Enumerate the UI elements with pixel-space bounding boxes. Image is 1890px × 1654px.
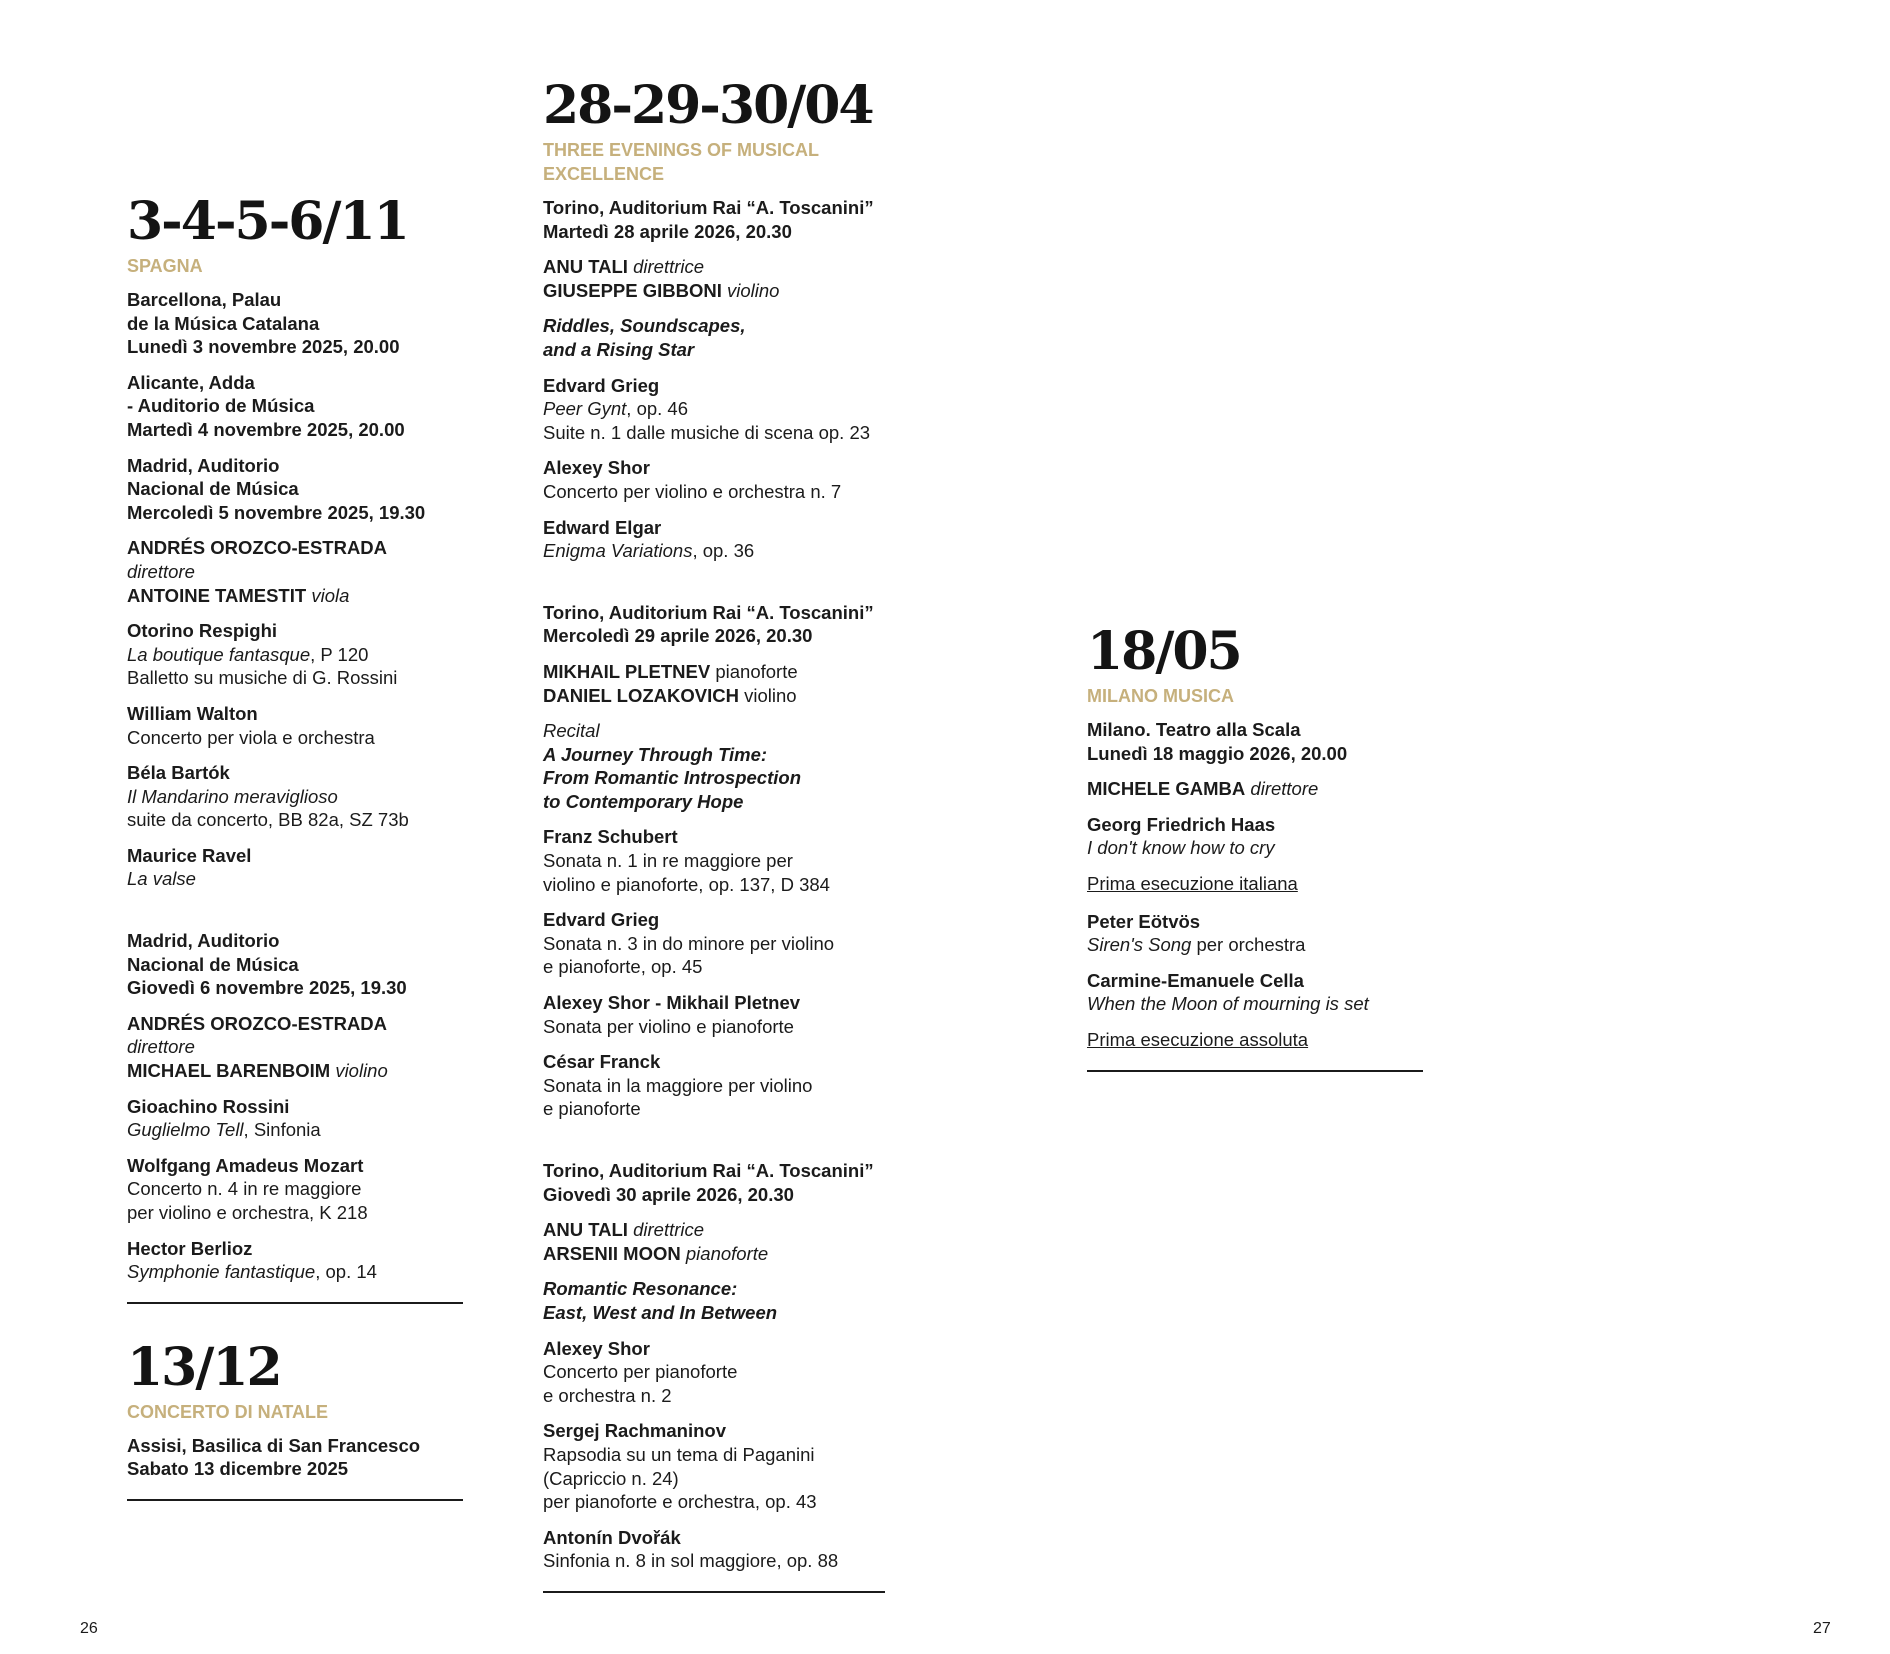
venue-block: Assisi, Basilica di San Francesco Sabato 13 dicembre 2025 — [127, 1434, 421, 1480]
performers-block — [127, 1012, 463, 1083]
work-item: Otorino Respighi La boutique fantasque, P 120 Balletto su musiche di G. Rossini — [127, 619, 463, 690]
composer: Peter Eötvös — [1087, 910, 1201, 932]
work-title: Peer Gynt — [543, 398, 627, 420]
work-item: Peter Eötvös Siren's Song per orchestra — [1087, 910, 1423, 957]
composer: Hector Berlioz — [127, 1237, 253, 1259]
performer-role: viola — [311, 584, 350, 606]
venue-block: Madrid, Auditorio Nacional de Música Mercoledì 5 novembre 2025, 19.30 — [127, 454, 426, 523]
performer-name: ARSENII MOON — [543, 1242, 681, 1264]
performer-role: violino — [727, 279, 780, 301]
performer-role: violino — [335, 1060, 388, 1082]
work-item: Alexey Shor Concerto per pianoforte e orchestra n. 2 — [543, 1337, 885, 1408]
event-label: THREE EVENINGS OF MUSICAL EXCELLENCE — [543, 140, 820, 184]
composer: Maurice Ravel — [127, 844, 252, 866]
composer: Antonín Dvořák — [543, 1526, 681, 1548]
work-item: Sergej Rachmaninov Rapsodia su un tema di Paganini (Capriccio n. 24) per pianoforte e orchestra, op. 43 — [543, 1419, 885, 1513]
work-item: Béla Bartók Il Mandarino meraviglioso suite da concerto, BB 82a, SZ 73b — [127, 761, 463, 832]
event-label: MILANO MUSICA — [1087, 686, 1234, 706]
column-torino — [543, 75, 885, 1593]
composer: Otorino Respighi — [127, 620, 278, 642]
performer-name: ANU TALI — [543, 1219, 628, 1241]
composer: Wolfgang Amadeus Mozart — [127, 1154, 364, 1176]
composer: Edward Elgar — [543, 516, 662, 538]
divider — [127, 1499, 463, 1501]
performer-name: GIUSEPPE GIBBONI — [543, 279, 722, 301]
performers-block — [543, 1218, 885, 1265]
composer: Franz Schubert — [543, 826, 678, 848]
column-spagna — [127, 191, 463, 1501]
work-item: Edward Elgar Enigma Variations, op. 36 — [543, 516, 885, 563]
performer-name: ANTOINE TAMESTIT — [127, 584, 307, 606]
composer: Edvard Grieg — [543, 374, 660, 396]
composer: Béla Bartók — [127, 762, 230, 784]
work-title: Siren's Song — [1087, 934, 1192, 956]
performer-role: violino — [744, 684, 797, 706]
work-item: Edvard Grieg Sonata n. 3 in do minore per violino e pianoforte, op. 45 — [543, 908, 885, 979]
work-item: Antonín Dvořák Sinfonia n. 8 in sol maggiore, op. 88 — [543, 1526, 885, 1573]
event-date: 28-29-30/04 — [543, 75, 873, 136]
composer: Sergej Rachmaninov — [543, 1420, 727, 1442]
event-date: 13/12 — [127, 1336, 281, 1398]
performer-name: ANDRÉS OROZCO-ESTRADA — [127, 537, 388, 559]
programme-title: Recital A Journey Through Time: From Romantic Introspection to Contemporary Hope — [543, 720, 801, 812]
work-item: Wolfgang Amadeus Mozart Concerto n. 4 in re maggiore per violino e orchestra, K 218 — [127, 1154, 463, 1225]
column-milano — [1087, 621, 1423, 1072]
composer: William Walton — [127, 702, 258, 724]
performer-role: pianoforte — [715, 660, 798, 682]
work-item: Hector Berlioz Symphonie fantastique, op. 14 — [127, 1237, 463, 1284]
work-item — [127, 844, 463, 891]
work-title: When the Moon of mourning is set — [1087, 993, 1369, 1015]
work-title: I don't know how to cry — [1087, 837, 1275, 859]
work-item: Gioachino Rossini Guglielmo Tell, Sinfonia — [127, 1095, 463, 1142]
performer-role: direttore — [127, 1036, 195, 1058]
venue-block: Torino, Auditorium Rai “A. Toscanini” Giovedì 30 aprile 2026, 20.30 — [543, 1160, 874, 1205]
work-title: Enigma Variations — [543, 540, 693, 562]
work-item: Alexey Shor - Mikhail Pletnev Sonata per violino e pianoforte — [543, 991, 885, 1038]
venue-block: Alicante, Adda - Auditorio de Música Martedì 4 novembre 2025, 20.00 — [127, 371, 405, 440]
venue-block: Madrid, Auditorio Nacional de Música Giovedì 6 novembre 2025, 19.30 — [127, 930, 407, 999]
composer: Alexey Shor — [543, 1337, 650, 1359]
performer-name: MICHELE GAMBA — [1087, 778, 1246, 800]
composer: Alexey Shor - Mikhail Pletnev — [543, 992, 801, 1014]
premiere-note: Prima esecuzione italiana — [1087, 872, 1298, 894]
performers-block — [543, 255, 885, 302]
event-date: 18/05 — [1087, 621, 1241, 682]
work-item — [1087, 969, 1423, 1016]
work-item: William Walton Concerto per viola e orchestra — [127, 702, 463, 749]
work-title: La valse — [127, 868, 196, 890]
performer-name: ANU TALI — [543, 256, 628, 278]
venue-block: Torino, Auditorium Rai “A. Toscanini” Martedì 28 aprile 2026, 20.30 — [543, 197, 874, 242]
work-item — [1087, 813, 1423, 860]
work-title: Guglielmo Tell — [127, 1119, 244, 1141]
composer: César Franck — [543, 1051, 661, 1073]
performer-name: DANIEL LOZAKOVICH — [543, 684, 739, 706]
composer: Gioachino Rossini — [127, 1095, 290, 1117]
programme-title: Romantic Resonance: East, West and In Between — [543, 1278, 778, 1323]
composer: Georg Friedrich Haas — [1087, 813, 1276, 835]
composer: Carmine-Emanuele Cella — [1087, 969, 1304, 991]
event-label: CONCERTO DI NATALE — [127, 1401, 328, 1422]
page-number-left: 26 — [80, 1620, 98, 1637]
performer-role: pianoforte — [685, 1242, 769, 1264]
divider — [543, 1591, 885, 1593]
performers-block — [543, 660, 885, 707]
performer-name: MICHAEL BARENBOIM — [127, 1060, 331, 1082]
work-title: Symphonie fantastique — [127, 1261, 316, 1283]
venue-block: Milano. Teatro alla Scala Lunedì 18 maggio 2026, 20.00 — [1087, 719, 1348, 764]
performer-name: MIKHAIL PLETNEV — [543, 660, 711, 682]
premiere-note: Prima esecuzione assoluta — [1087, 1028, 1309, 1050]
performer-role: direttore — [1250, 778, 1319, 800]
venue-block: Torino, Auditorium Rai “A. Toscanini” Mercoledì 29 aprile 2026, 20.30 — [543, 601, 874, 647]
event-date: 3-4-5-6/11 — [127, 191, 408, 252]
divider — [1087, 1070, 1423, 1072]
event-label: SPAGNA — [127, 256, 203, 276]
work-item: Franz Schubert Sonata n. 1 in re maggiore per violino e pianoforte, op. 137, D 384 — [543, 825, 885, 896]
work-item: César Franck Sonata in la maggiore per violino e pianoforte — [543, 1050, 885, 1121]
work-title: Il Mandarino meraviglioso — [127, 785, 338, 807]
work-title: La boutique fantasque — [127, 643, 311, 665]
composer: Edvard Grieg — [543, 909, 660, 931]
performer-role: direttrice — [633, 256, 705, 278]
page-number-right: 27 — [1813, 1620, 1831, 1637]
divider — [127, 1302, 463, 1304]
performer-name: ANDRÉS OROZCO-ESTRADA — [127, 1012, 388, 1034]
venue-block: Barcellona, Palau de la Música Catalana Lunedì 3 novembre 2025, 20.00 — [127, 289, 400, 358]
work-item: Alexey Shor Concerto per violino e orchestra n. 7 — [543, 456, 885, 503]
programme-title: Riddles, Soundscapes, and a Rising Star — [543, 315, 746, 360]
performer-role: direttrice — [633, 1219, 705, 1241]
performers-block — [1087, 777, 1423, 801]
composer: Alexey Shor — [543, 457, 650, 479]
performer-role: direttore — [127, 560, 195, 582]
performers-block — [127, 536, 463, 607]
work-item: Edvard Grieg Peer Gynt, op. 46 Suite n. 1 dalle musiche di scena op. 23 — [543, 374, 885, 445]
